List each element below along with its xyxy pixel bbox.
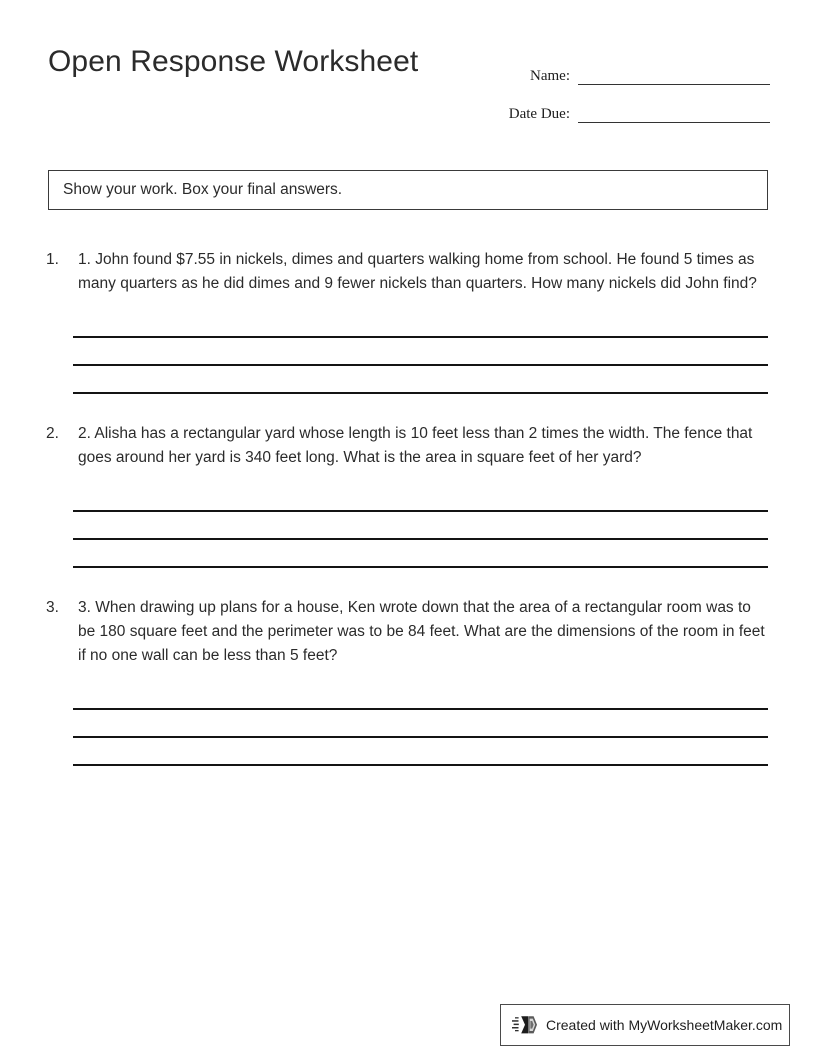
- answer-line[interactable]: [73, 540, 768, 568]
- date-due-field-label: Date Due:: [508, 106, 570, 122]
- worksheet-maker-logo-icon: [512, 1014, 538, 1036]
- created-with-badge-label: Created with MyWorksheetMaker.com: [546, 1017, 783, 1033]
- student-info-block: [440, 50, 770, 126]
- page-title: Open Response Worksheet: [48, 45, 419, 78]
- question-head: [0, 248, 816, 296]
- question-item: [0, 422, 816, 568]
- question-number: 3.: [46, 599, 59, 616]
- answer-line[interactable]: [73, 682, 768, 710]
- answer-line[interactable]: [73, 738, 768, 766]
- question-item: [0, 596, 816, 766]
- answer-line[interactable]: [73, 710, 768, 738]
- answer-line[interactable]: [73, 366, 768, 394]
- answer-line[interactable]: [73, 484, 768, 512]
- answer-line[interactable]: [73, 338, 768, 366]
- created-with-badge[interactable]: [500, 1004, 790, 1046]
- question-list: [0, 248, 816, 794]
- answer-area[interactable]: [73, 310, 768, 394]
- date-due-field-row: [440, 88, 770, 126]
- answer-area[interactable]: [73, 682, 768, 766]
- answer-line[interactable]: [73, 310, 768, 338]
- question-text: 1. John found $7.55 in nickels, dimes and quarters walking home from school. He found 5 times as many quarters as he did dimes and 9 fewer nickels than quarters. How many nickels did John find?: [78, 251, 757, 292]
- name-field-row: [440, 50, 770, 88]
- date-due-field-input[interactable]: [578, 122, 770, 123]
- question-text: 3. When drawing up plans for a house, Ken wrote down that the area of a rectangular room was to be 180 square feet and the perimeter was to be 84 feet. What are the dimensions of the room in feet if no one wall can be less than 5 feet?: [78, 599, 765, 664]
- question-text: 2. Alisha has a rectangular yard whose length is 10 feet less than 2 times the width. The fence that goes around her yard is 340 feet long. What is the area in square feet of her yard?: [78, 425, 753, 466]
- question-head: [0, 422, 816, 470]
- instruction-text: Show your work. Box your final answers.: [63, 181, 343, 198]
- worksheet-header: [0, 0, 816, 130]
- question-number: 2.: [46, 425, 59, 442]
- name-field-label: Name:: [530, 68, 570, 84]
- question-item: [0, 248, 816, 394]
- answer-line[interactable]: [73, 512, 768, 540]
- name-field-input[interactable]: [578, 84, 770, 85]
- question-number: 1.: [46, 251, 59, 268]
- instruction-box: [48, 170, 768, 210]
- answer-area[interactable]: [73, 484, 768, 568]
- question-head: [0, 596, 816, 668]
